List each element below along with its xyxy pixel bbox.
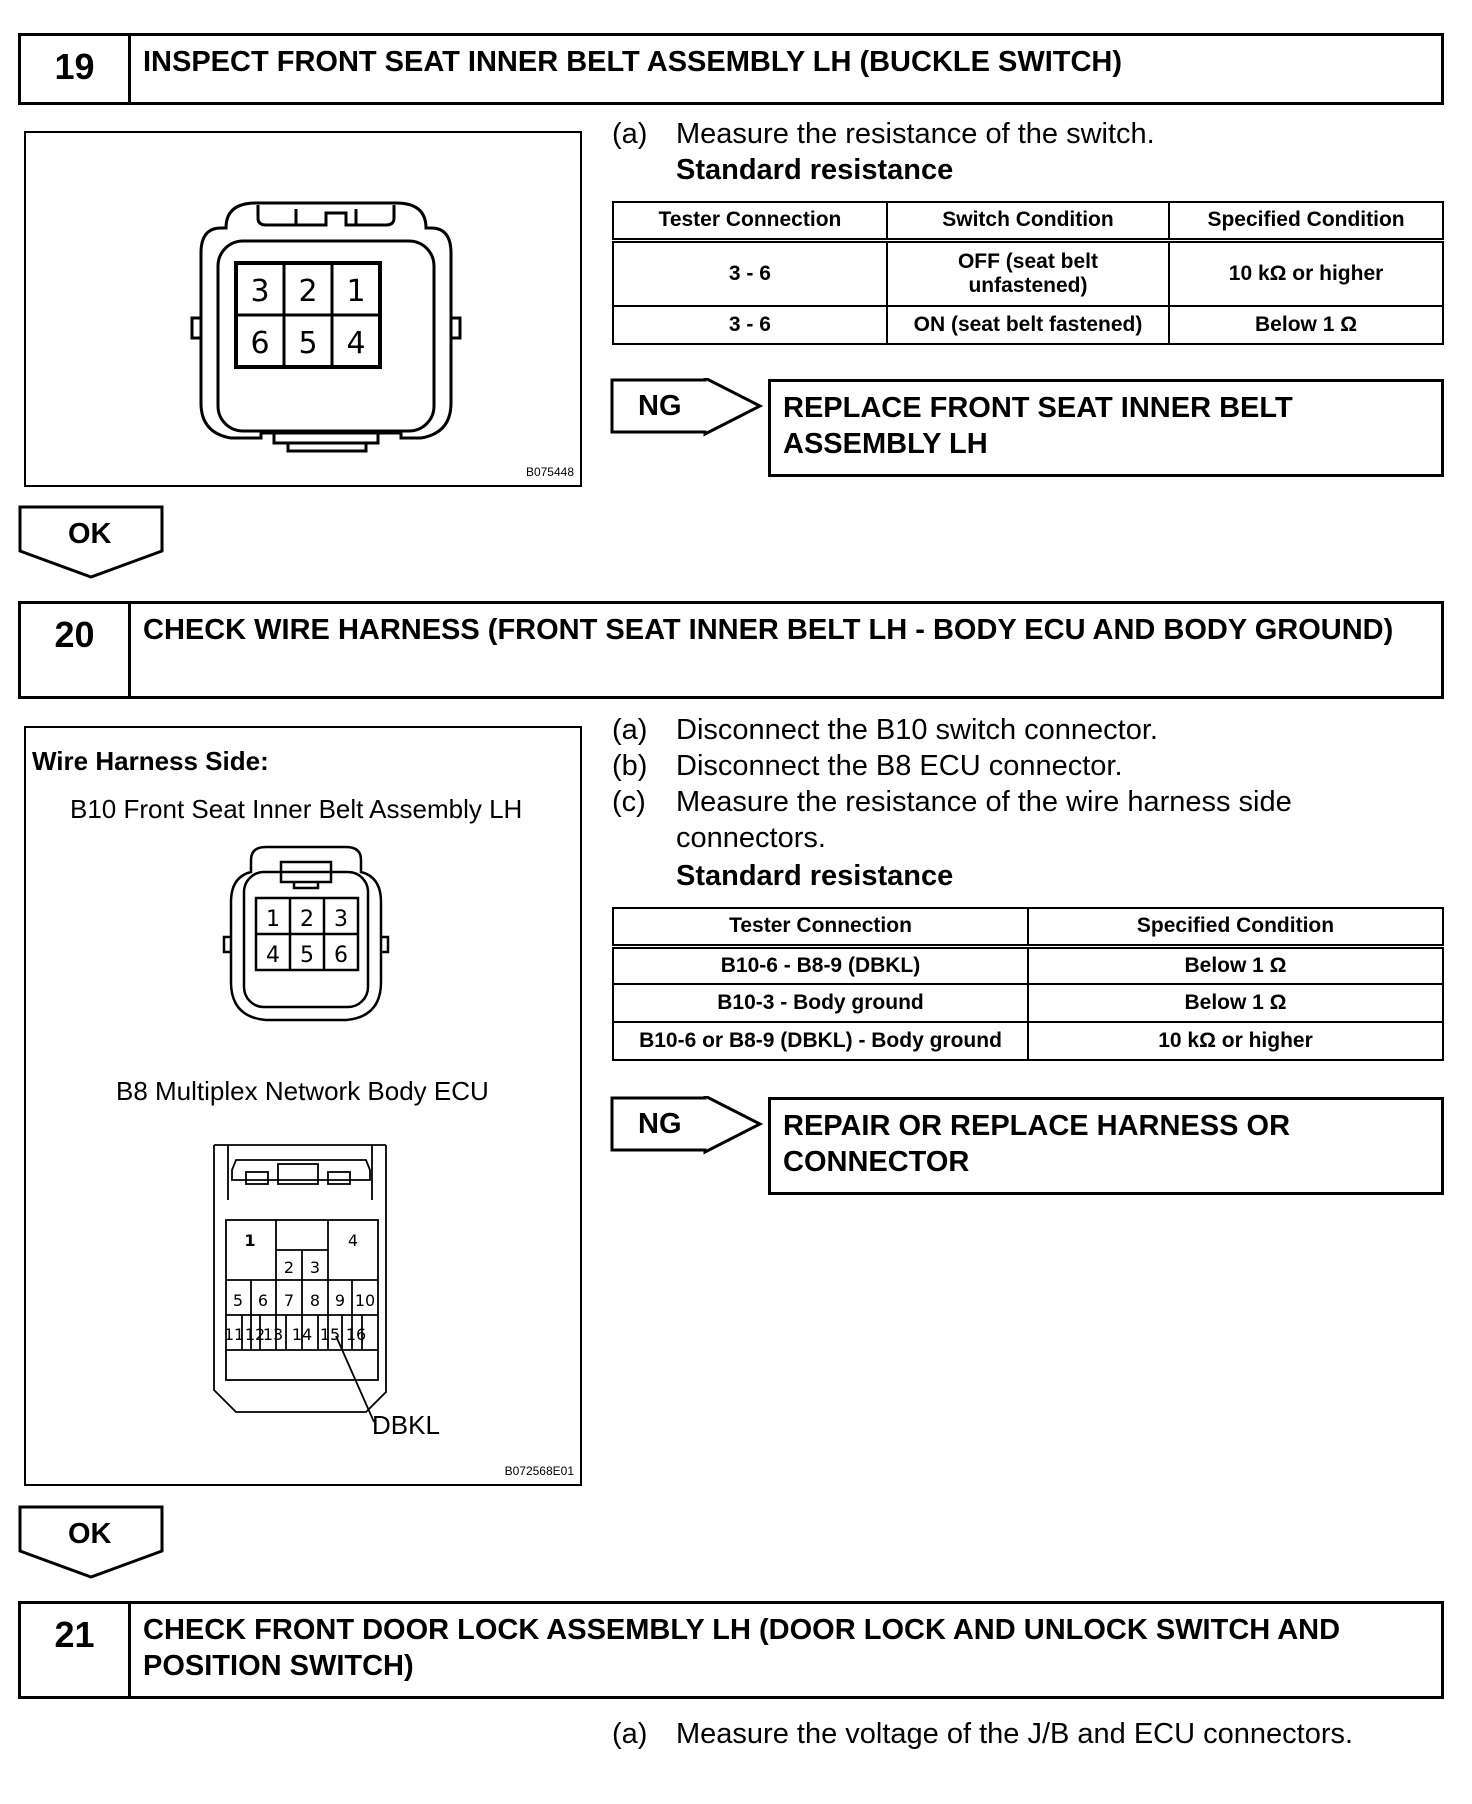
table-cell: 10 kΩ or higher <box>1169 240 1443 306</box>
step-number: 21 <box>21 1604 131 1696</box>
instruction-line <box>612 116 1155 152</box>
table-cell: B10-3 - Body ground <box>613 984 1028 1022</box>
b10-connector-label: B10 Front Seat Inner Belt Assembly LH <box>70 794 523 824</box>
resistance-table <box>612 201 1444 345</box>
table-cell: 10 kΩ or higher <box>1028 1022 1443 1060</box>
instruction-text: Measure the voltage of the J/B and ECU connectors. <box>676 1718 1354 1750</box>
pin-label: 6 <box>250 326 270 361</box>
table-cell: B10-6 or B8-9 (DBKL) - Body ground <box>613 1022 1028 1060</box>
table-header: Tester Connection <box>613 202 887 240</box>
pin-label: 2 <box>283 1258 295 1277</box>
step-number: 19 <box>21 36 131 102</box>
pin-label: 4 <box>346 326 366 361</box>
instruction-text: Disconnect the B10 switch connector. <box>676 714 1158 746</box>
pin-label: 13 <box>262 1325 284 1344</box>
instruction-line <box>612 1716 1353 1752</box>
table-row <box>613 1022 1443 1060</box>
step-20-header <box>18 601 1444 699</box>
buckle-switch-connector-diagram <box>26 133 580 485</box>
ng-label: NG <box>638 1108 682 1140</box>
ng-arrow <box>610 1096 770 1156</box>
b10-connector-diagram <box>206 842 406 1042</box>
pin-label: 9 <box>334 1291 346 1310</box>
table-row <box>613 306 1443 344</box>
pin-label: 14 <box>291 1325 313 1344</box>
instruction-text: Disconnect the B8 ECU connector. <box>676 750 1123 782</box>
subheading: Standard resistance <box>676 860 954 892</box>
resistance-table <box>612 907 1444 1061</box>
figure-id: B075448 <box>525 465 574 479</box>
pin-label: 3 <box>250 274 270 309</box>
instruction-text: Measure the resistance of the switch. <box>676 118 1155 150</box>
pin-label: 5 <box>298 326 318 361</box>
pin-label: 1 <box>266 907 280 932</box>
step-number: 20 <box>21 604 131 696</box>
pin-label: 5 <box>300 943 314 968</box>
ok-label: OK <box>68 1518 112 1550</box>
pin-label: 2 <box>298 274 318 309</box>
step-20-figure <box>24 726 582 1486</box>
table-row <box>613 240 1443 306</box>
pin-label: 8 <box>309 1291 321 1310</box>
step-title: INSPECT FRONT SEAT INNER BELT ASSEMBLY LH (BUCKLE SWITCH) <box>143 46 1123 78</box>
figure-heading: Wire Harness Side: <box>32 746 269 776</box>
ng-arrow <box>610 378 770 438</box>
pin-label: 15 <box>319 1325 341 1344</box>
ng-action-box: REPAIR OR REPLACE HARNESS OR CONNECTOR <box>768 1097 1444 1195</box>
instruction-label: (a) <box>612 1718 648 1750</box>
b8-connector-label: B8 Multiplex Network Body ECU <box>116 1076 489 1106</box>
table-cell: 3 - 6 <box>613 306 887 344</box>
table-cell: B10-6 - B8-9 (DBKL) <box>613 946 1028 984</box>
instruction-list <box>612 712 1332 856</box>
table-cell: ON (seat belt fastened) <box>887 306 1169 344</box>
pin-label: 5 <box>232 1291 244 1310</box>
instruction-label: (a) <box>612 714 648 746</box>
pin-label: 1 <box>346 274 366 309</box>
pin-label: 6 <box>257 1291 269 1310</box>
pin-label: 2 <box>300 907 314 932</box>
pin-label: 16 <box>345 1325 367 1344</box>
pin-label: 1 <box>244 1231 256 1250</box>
table-header: Switch Condition <box>887 202 1169 240</box>
pin-label: 7 <box>283 1291 295 1310</box>
step-title: CHECK FRONT DOOR LOCK ASSEMBLY LH (DOOR LOCK AND UNLOCK SWITCH AND POSITION SWITCH) <box>143 1614 1341 1682</box>
table-cell: Below 1 Ω <box>1169 306 1443 344</box>
pin-label: 6 <box>334 943 348 968</box>
step-19-header <box>18 33 1444 105</box>
pin-label: 3 <box>334 907 348 932</box>
pin-label: 12 <box>244 1325 266 1344</box>
instruction-line <box>612 712 1332 748</box>
step-title: CHECK WIRE HARNESS (FRONT SEAT INNER BELT LH - BODY ECU AND BODY GROUND) <box>143 614 1394 646</box>
instruction-line <box>612 748 1332 784</box>
step-19-figure <box>24 131 582 487</box>
instruction-label: (a) <box>612 118 648 150</box>
b8-connector-diagram <box>206 1140 446 1440</box>
pin-label: 4 <box>347 1231 359 1250</box>
step-21-header <box>18 1601 1444 1699</box>
table-header: Specified Condition <box>1169 202 1443 240</box>
figure-id: B072568E01 <box>504 1464 574 1478</box>
pin-label: 3 <box>309 1258 321 1277</box>
table-cell: 3 - 6 <box>613 240 887 306</box>
table-cell: Below 1 Ω <box>1028 946 1443 984</box>
ok-label: OK <box>68 518 112 550</box>
ng-action-box: REPLACE FRONT SEAT INNER BELT ASSEMBLY LH <box>768 379 1444 477</box>
pin-label: 11 <box>223 1325 245 1344</box>
table-header: Tester Connection <box>613 908 1028 946</box>
ng-label: NG <box>638 390 682 422</box>
table-header: Specified Condition <box>1028 908 1443 946</box>
instruction-text: Measure the resistance of the wire harness side connectors. <box>676 786 1292 854</box>
instruction-line <box>612 784 1332 856</box>
dbkl-callout: DBKL <box>372 1410 440 1440</box>
pin-label: 4 <box>266 943 280 968</box>
table-cell: OFF (seat belt unfastened) <box>887 240 1169 306</box>
subheading: Standard resistance <box>676 154 954 186</box>
table-cell: Below 1 Ω <box>1028 984 1443 1022</box>
instruction-label: (c) <box>612 786 646 818</box>
pin-label: 10 <box>354 1291 376 1310</box>
table-row <box>613 946 1443 984</box>
table-row <box>613 984 1443 1022</box>
instruction-label: (b) <box>612 750 648 782</box>
